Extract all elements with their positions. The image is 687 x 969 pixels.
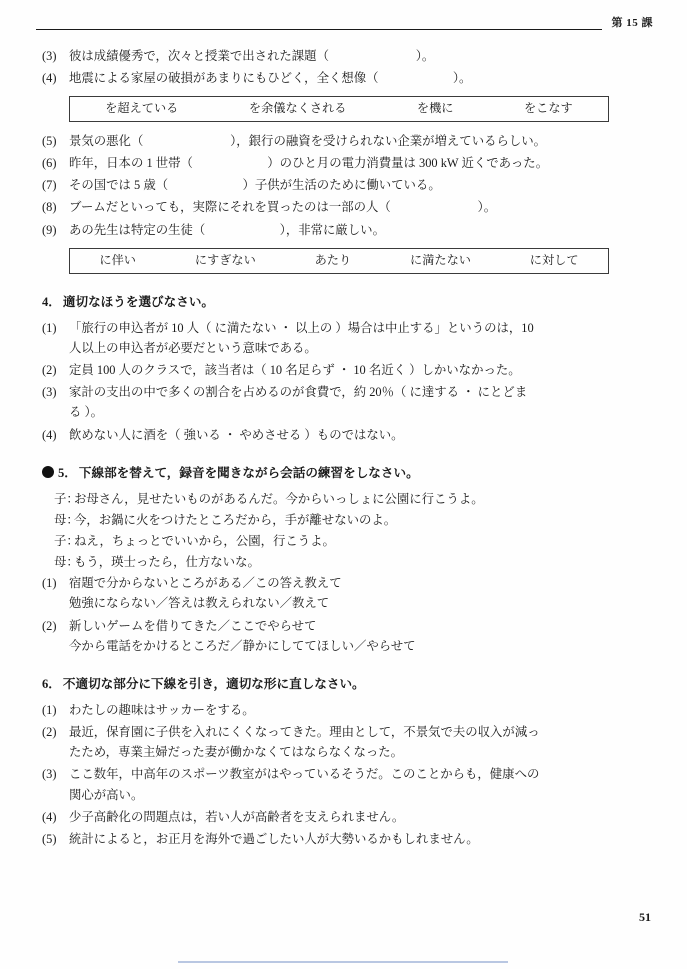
section-title: 適切なほうを選びなさい。 bbox=[62, 294, 215, 309]
dialogue-text: ねえ，ちょっとでいいから，公園，行こうよ。 bbox=[74, 534, 335, 549]
page-header bbox=[36, 14, 657, 34]
question-item bbox=[42, 197, 646, 217]
question-text: その国では 5 歳（ ）子供が生活のために働いている。 bbox=[69, 178, 441, 193]
question-line: 勉強にならない／答えは教えられない／教えて bbox=[69, 596, 330, 611]
question-item bbox=[42, 131, 646, 151]
choice-option: あたり bbox=[314, 252, 352, 267]
dialogue-line bbox=[54, 552, 646, 572]
choice-option: にすぎない bbox=[194, 252, 256, 267]
question-number: (4) bbox=[42, 71, 57, 86]
question-text bbox=[69, 573, 646, 613]
question-line: る ）。 bbox=[69, 405, 104, 420]
dialogue-line bbox=[54, 531, 646, 551]
question-item bbox=[42, 700, 646, 720]
section-title: 下線部を替えて，録音を聞きながら会話の練習をしなさい。 bbox=[78, 465, 419, 480]
question-number: (2) bbox=[42, 618, 57, 633]
question-line: 人以上の申込者が必要だという意味である。 bbox=[69, 341, 317, 356]
question-line: 最近，保育園に子供を入れにくくなってきた。理由として，不景気で夫の収入が減っ bbox=[69, 725, 540, 740]
question-text: 地震による家屋の破損があまりにもひどく，全く想像（ ）。 bbox=[69, 71, 472, 86]
question-text: わたしの趣味はサッカーをする。 bbox=[69, 703, 255, 718]
dialogue-line bbox=[54, 489, 646, 509]
choice-option: に伴い bbox=[99, 252, 136, 267]
question-number: (2) bbox=[42, 363, 57, 378]
question-line: 宿題で分からないところがある／この答え教えて bbox=[69, 576, 342, 591]
question-number: (9) bbox=[42, 222, 57, 237]
dialogue-speaker: 母： bbox=[54, 513, 79, 528]
section-6-heading bbox=[42, 674, 646, 694]
question-number: (3) bbox=[42, 385, 57, 400]
dialogue-text: もう，瑛士ったら，仕方ないな。 bbox=[74, 555, 260, 570]
choice-option: をこなす bbox=[523, 101, 573, 116]
question-number: (3) bbox=[42, 767, 57, 782]
question-number: (1) bbox=[42, 576, 57, 591]
question-number: (3) bbox=[42, 49, 57, 63]
choice-option: に満たない bbox=[410, 252, 471, 267]
question-number: (5) bbox=[42, 831, 57, 846]
section-4-heading bbox=[42, 292, 646, 312]
question-number: (4) bbox=[42, 427, 57, 442]
dialogue-speaker: 子： bbox=[54, 492, 79, 506]
page-number: 51 bbox=[639, 910, 651, 924]
question-item bbox=[42, 382, 646, 422]
question-text: 定員 100 人のクラスで，該当者は（ 10 名足らず ・ 10 名近く ）しかいなかった。 bbox=[69, 363, 521, 378]
chapter-label: 第 15 課 bbox=[602, 14, 658, 32]
question-text bbox=[69, 382, 646, 422]
page-content bbox=[42, 46, 646, 851]
dialogue-line bbox=[54, 510, 646, 530]
dialogue-text: 今，お鍋に火をつけたところだから，手が離せないのよ。 bbox=[74, 513, 397, 528]
question-number: (1) bbox=[42, 703, 57, 718]
choice-box-2 bbox=[69, 248, 609, 274]
question-text: 景気の悪化（ ），銀行の融資を受けられない企業が増えているらしい。 bbox=[69, 134, 547, 149]
question-number: (6) bbox=[42, 156, 57, 171]
section-5-heading bbox=[58, 463, 646, 483]
footer-divider bbox=[178, 961, 508, 963]
question-text: 少子高齢化の問題点は，若い人が高齢者を支えられません。 bbox=[69, 809, 405, 824]
question-line: 今から電話をかけるところだ／静かにしててほしい／やらせて bbox=[69, 638, 416, 653]
question-line: 家計の支出の中で多くの割合を占めるのが食費で，約 20％（ に達する ・ にとどま bbox=[69, 385, 528, 400]
question-number: (5) bbox=[42, 134, 57, 149]
dialogue-speaker: 子： bbox=[54, 534, 79, 549]
question-number: (8) bbox=[42, 200, 57, 215]
section-5 bbox=[42, 463, 646, 656]
question-item bbox=[42, 573, 646, 613]
question-item bbox=[42, 829, 646, 849]
question-line: 関心が高い。 bbox=[69, 787, 144, 802]
question-number: (4) bbox=[42, 809, 57, 824]
header-divider bbox=[36, 29, 657, 30]
choice-box-1 bbox=[69, 96, 609, 122]
question-text: 彼は成績優秀で，次々と授業で出された課題（ ）。 bbox=[69, 49, 435, 63]
choice-option: に対して bbox=[529, 252, 579, 267]
question-line: 「旅行の申込者が 10 人（ に満たない ・ 以上の ）場合は中止する」というのは，10 bbox=[69, 321, 534, 336]
question-text: あの先生は特定の生徒（ ），非常に厳しい。 bbox=[69, 222, 385, 237]
question-item bbox=[42, 764, 646, 804]
question-line: たため，専業主婦だった妻が働かなくてはならなくなった。 bbox=[69, 745, 404, 760]
dialogue-speaker: 母： bbox=[54, 555, 79, 570]
section-3-continued bbox=[42, 46, 646, 274]
question-text bbox=[69, 764, 646, 804]
question-text bbox=[69, 616, 646, 656]
question-item bbox=[42, 722, 646, 762]
question-text bbox=[69, 722, 646, 762]
question-line: ここ数年，中高年のスポーツ教室がはやっているそうだ。このことからも，健康への bbox=[69, 767, 540, 782]
question-item bbox=[42, 425, 646, 445]
question-number: (7) bbox=[42, 178, 57, 193]
section-number: 5． bbox=[58, 465, 77, 480]
question-text: 飲めない人に酒を（ 強いる ・ やめさせる ）ものではない。 bbox=[69, 427, 404, 442]
section-title: 不適切な部分に下線を引き，適切な形に直しなさい。 bbox=[62, 676, 365, 691]
choice-option: を超えている bbox=[105, 101, 179, 116]
question-item bbox=[42, 220, 646, 240]
question-line: 新しいゲームを借りてきた／ここでやらせて bbox=[69, 618, 317, 633]
question-item bbox=[42, 616, 646, 656]
question-item bbox=[42, 360, 646, 380]
question-text: 昨年，日本の 1 世帯（ ）のひと月の電力消費量は 300 kW 近くであった。 bbox=[69, 156, 549, 171]
question-number: (2) bbox=[42, 725, 57, 740]
question-item bbox=[42, 807, 646, 827]
dialogue-text: お母さん，見せたいものがあるんだ。今からいっしょに公園に行こうよ。 bbox=[74, 492, 484, 506]
section-number: 4． bbox=[42, 294, 61, 309]
question-text: ブームだといっても，実際にそれを買ったのは一部の人（ ）。 bbox=[69, 200, 497, 215]
audio-bullet-icon bbox=[42, 466, 54, 478]
section-number: 6． bbox=[42, 676, 61, 691]
choice-option: を機に bbox=[416, 101, 454, 116]
question-item bbox=[42, 153, 646, 173]
question-item bbox=[42, 46, 646, 66]
section-6 bbox=[42, 674, 646, 849]
question-item bbox=[42, 68, 646, 88]
question-item bbox=[42, 318, 646, 358]
question-text bbox=[69, 318, 646, 358]
question-text: 統計によると，お正月を海外で過ごしたい人が大勢いるかもしれません。 bbox=[69, 831, 479, 846]
dialogue-block bbox=[54, 489, 646, 572]
question-number: (1) bbox=[42, 321, 57, 336]
section-4 bbox=[42, 292, 646, 445]
choice-option: を余儀なくされる bbox=[248, 101, 347, 116]
question-item bbox=[42, 175, 646, 195]
